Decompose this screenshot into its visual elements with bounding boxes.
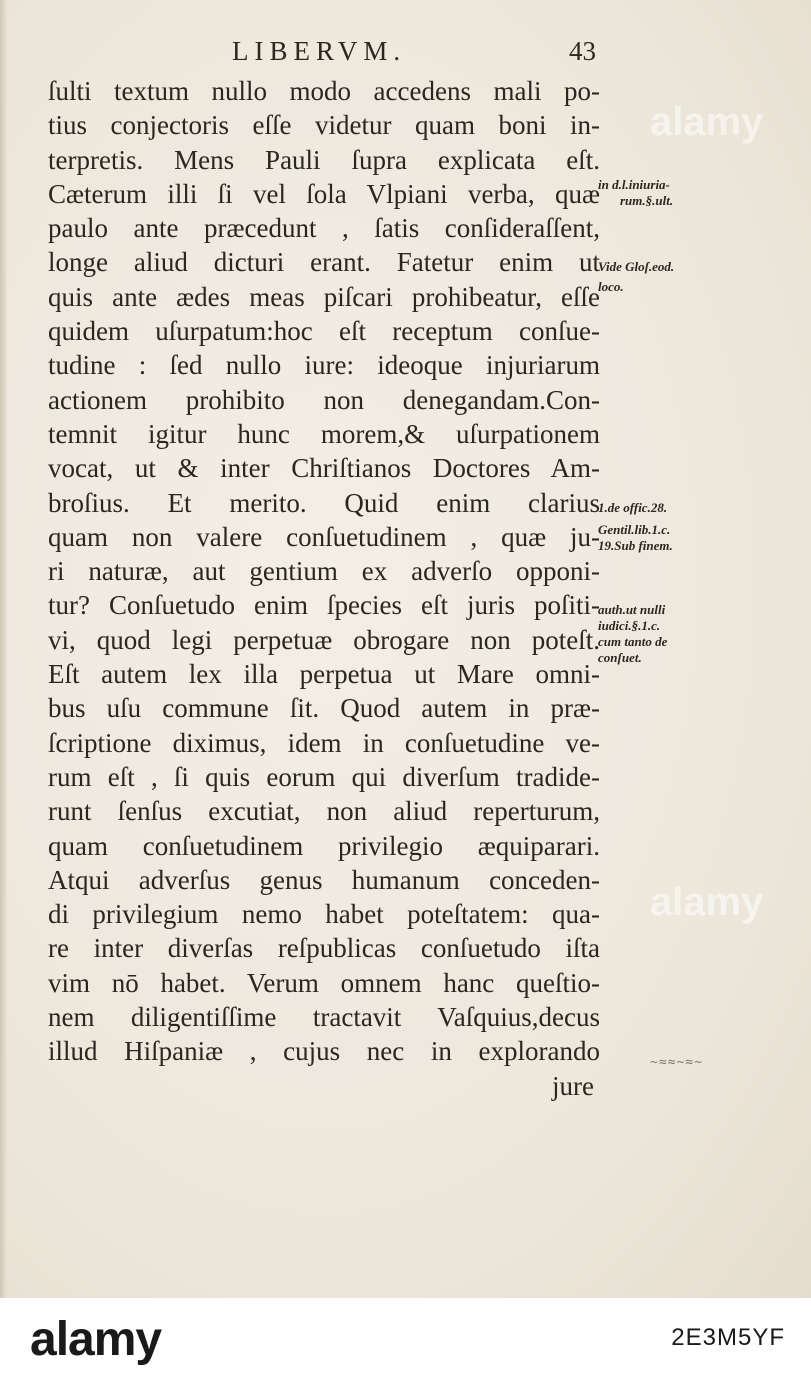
page-number: 43 <box>569 36 596 66</box>
marginal-note-line: iudici.§.1.c. <box>598 618 661 633</box>
text-line: ſulti textum nullo modo accedens mali po- <box>48 76 600 106</box>
body-text <box>48 74 600 1103</box>
marginal-note <box>598 602 728 666</box>
marginal-note-line: Gentil.lib.1.c. <box>598 522 671 537</box>
marginal-note-line: auth.ut nulli <box>598 602 666 617</box>
catchword: jure <box>552 1070 594 1101</box>
brand-logo: alamy <box>30 1313 162 1366</box>
marginal-note-line: conſuet. <box>598 650 642 665</box>
marginal-note <box>598 177 728 209</box>
text-line: paulo ante præcedunt , ſatis conſideraſſent, <box>48 213 600 244</box>
stock-footer <box>0 1298 811 1390</box>
text-line: actionem prohibito non denegandam.Con- <box>48 384 600 415</box>
marginal-note-line: Vide Gloſ.eod. <box>598 259 675 274</box>
text-line: ſcriptione diximus, idem in conſuetudine ve- <box>48 727 600 758</box>
text-line: temnit igitur hunc morem,& uſurpationem <box>48 418 600 449</box>
text-line: Cæterum illi ſi vel ſola Vlpiani verba, quæ <box>48 178 600 209</box>
running-head-title: LIBERVM. <box>232 36 407 66</box>
text-line: runt ſenſus excutiat, non aliud reperturum, <box>48 796 600 827</box>
text-line: longe aliud dicturi erant. Fatetur enim ut <box>48 247 600 278</box>
text-line: illud Hiſpaniæ , cujus nec in explorando <box>48 1036 600 1067</box>
text-line: rum eſt , ſi quis eorum qui diverſum tradide- <box>48 761 600 792</box>
marginal-note <box>598 500 728 554</box>
text-line: quam conſuetudinem privilegio æquiparari. <box>48 830 600 861</box>
text-line: tur? Conſuetudo enim ſpecies eſt juris poſiti- <box>48 590 600 621</box>
text-line: broſius. Et merito. Quid enim clarius <box>48 487 600 518</box>
text-line: vim nō habet. Verum omnem hanc queſtio- <box>48 967 600 998</box>
text-line: vocat, ut & inter Chriſtianos Doctores Am- <box>48 453 600 484</box>
watermark: alamy <box>650 100 764 144</box>
text-line: ri naturæ, aut gentium ex adverſo opponi- <box>48 556 600 587</box>
text-line: di privilegium nemo habet poteſtatem: qua- <box>48 899 600 930</box>
text-line: quam non valere conſuetudinem , quæ ju- <box>48 521 600 552</box>
marginal-note <box>598 259 728 295</box>
text-line: quidem uſurpatum:hoc eſt receptum conſue- <box>48 316 600 347</box>
marginal-note-line: 1.de offic.28. <box>598 500 668 515</box>
text-line: bus uſu commune ſit. Quod autem in præ- <box>48 693 600 724</box>
text-line: tius conjectoris eſſe videtur quam boni in- <box>48 110 600 141</box>
text-line: re inter diverſas reſpublicas conſuetudo iſta <box>48 933 600 964</box>
text-line: Eſt autem lex illa perpetua ut Mare omni- <box>48 659 600 690</box>
marginal-note-line: rum.§.ult. <box>620 193 674 208</box>
page-edge-shadow <box>0 0 7 1298</box>
text-line: Atqui adverſus genus humanum conceden- <box>48 864 600 895</box>
ink-smudge: ~≈≈~≈~ <box>650 1055 703 1070</box>
watermark: alamy <box>650 880 764 924</box>
marginal-note-line: loco. <box>598 279 624 294</box>
text-line: nem diligentiſſime tractavit Vaſquius,decus <box>48 1002 600 1033</box>
text-line: tudine : ſed nullo iure: ideoque injuriarum <box>48 350 600 381</box>
marginal-note-line: 19.Sub finem. <box>598 538 673 553</box>
image-id: 2E3M5YF <box>671 1324 785 1351</box>
marginal-note-line: cum tanto de <box>598 634 668 649</box>
marginal-note-line: in d.l.iniuria- <box>598 177 670 192</box>
text-line: vi, quod legi perpetuæ obrogare non poteſt. <box>48 624 600 655</box>
running-head <box>232 36 602 70</box>
text-line: terpretis. Mens Pauli ſupra explicata eſt. <box>48 144 600 175</box>
text-line: quis ante ædes meas piſcari prohibeatur, eſſe <box>48 281 600 312</box>
